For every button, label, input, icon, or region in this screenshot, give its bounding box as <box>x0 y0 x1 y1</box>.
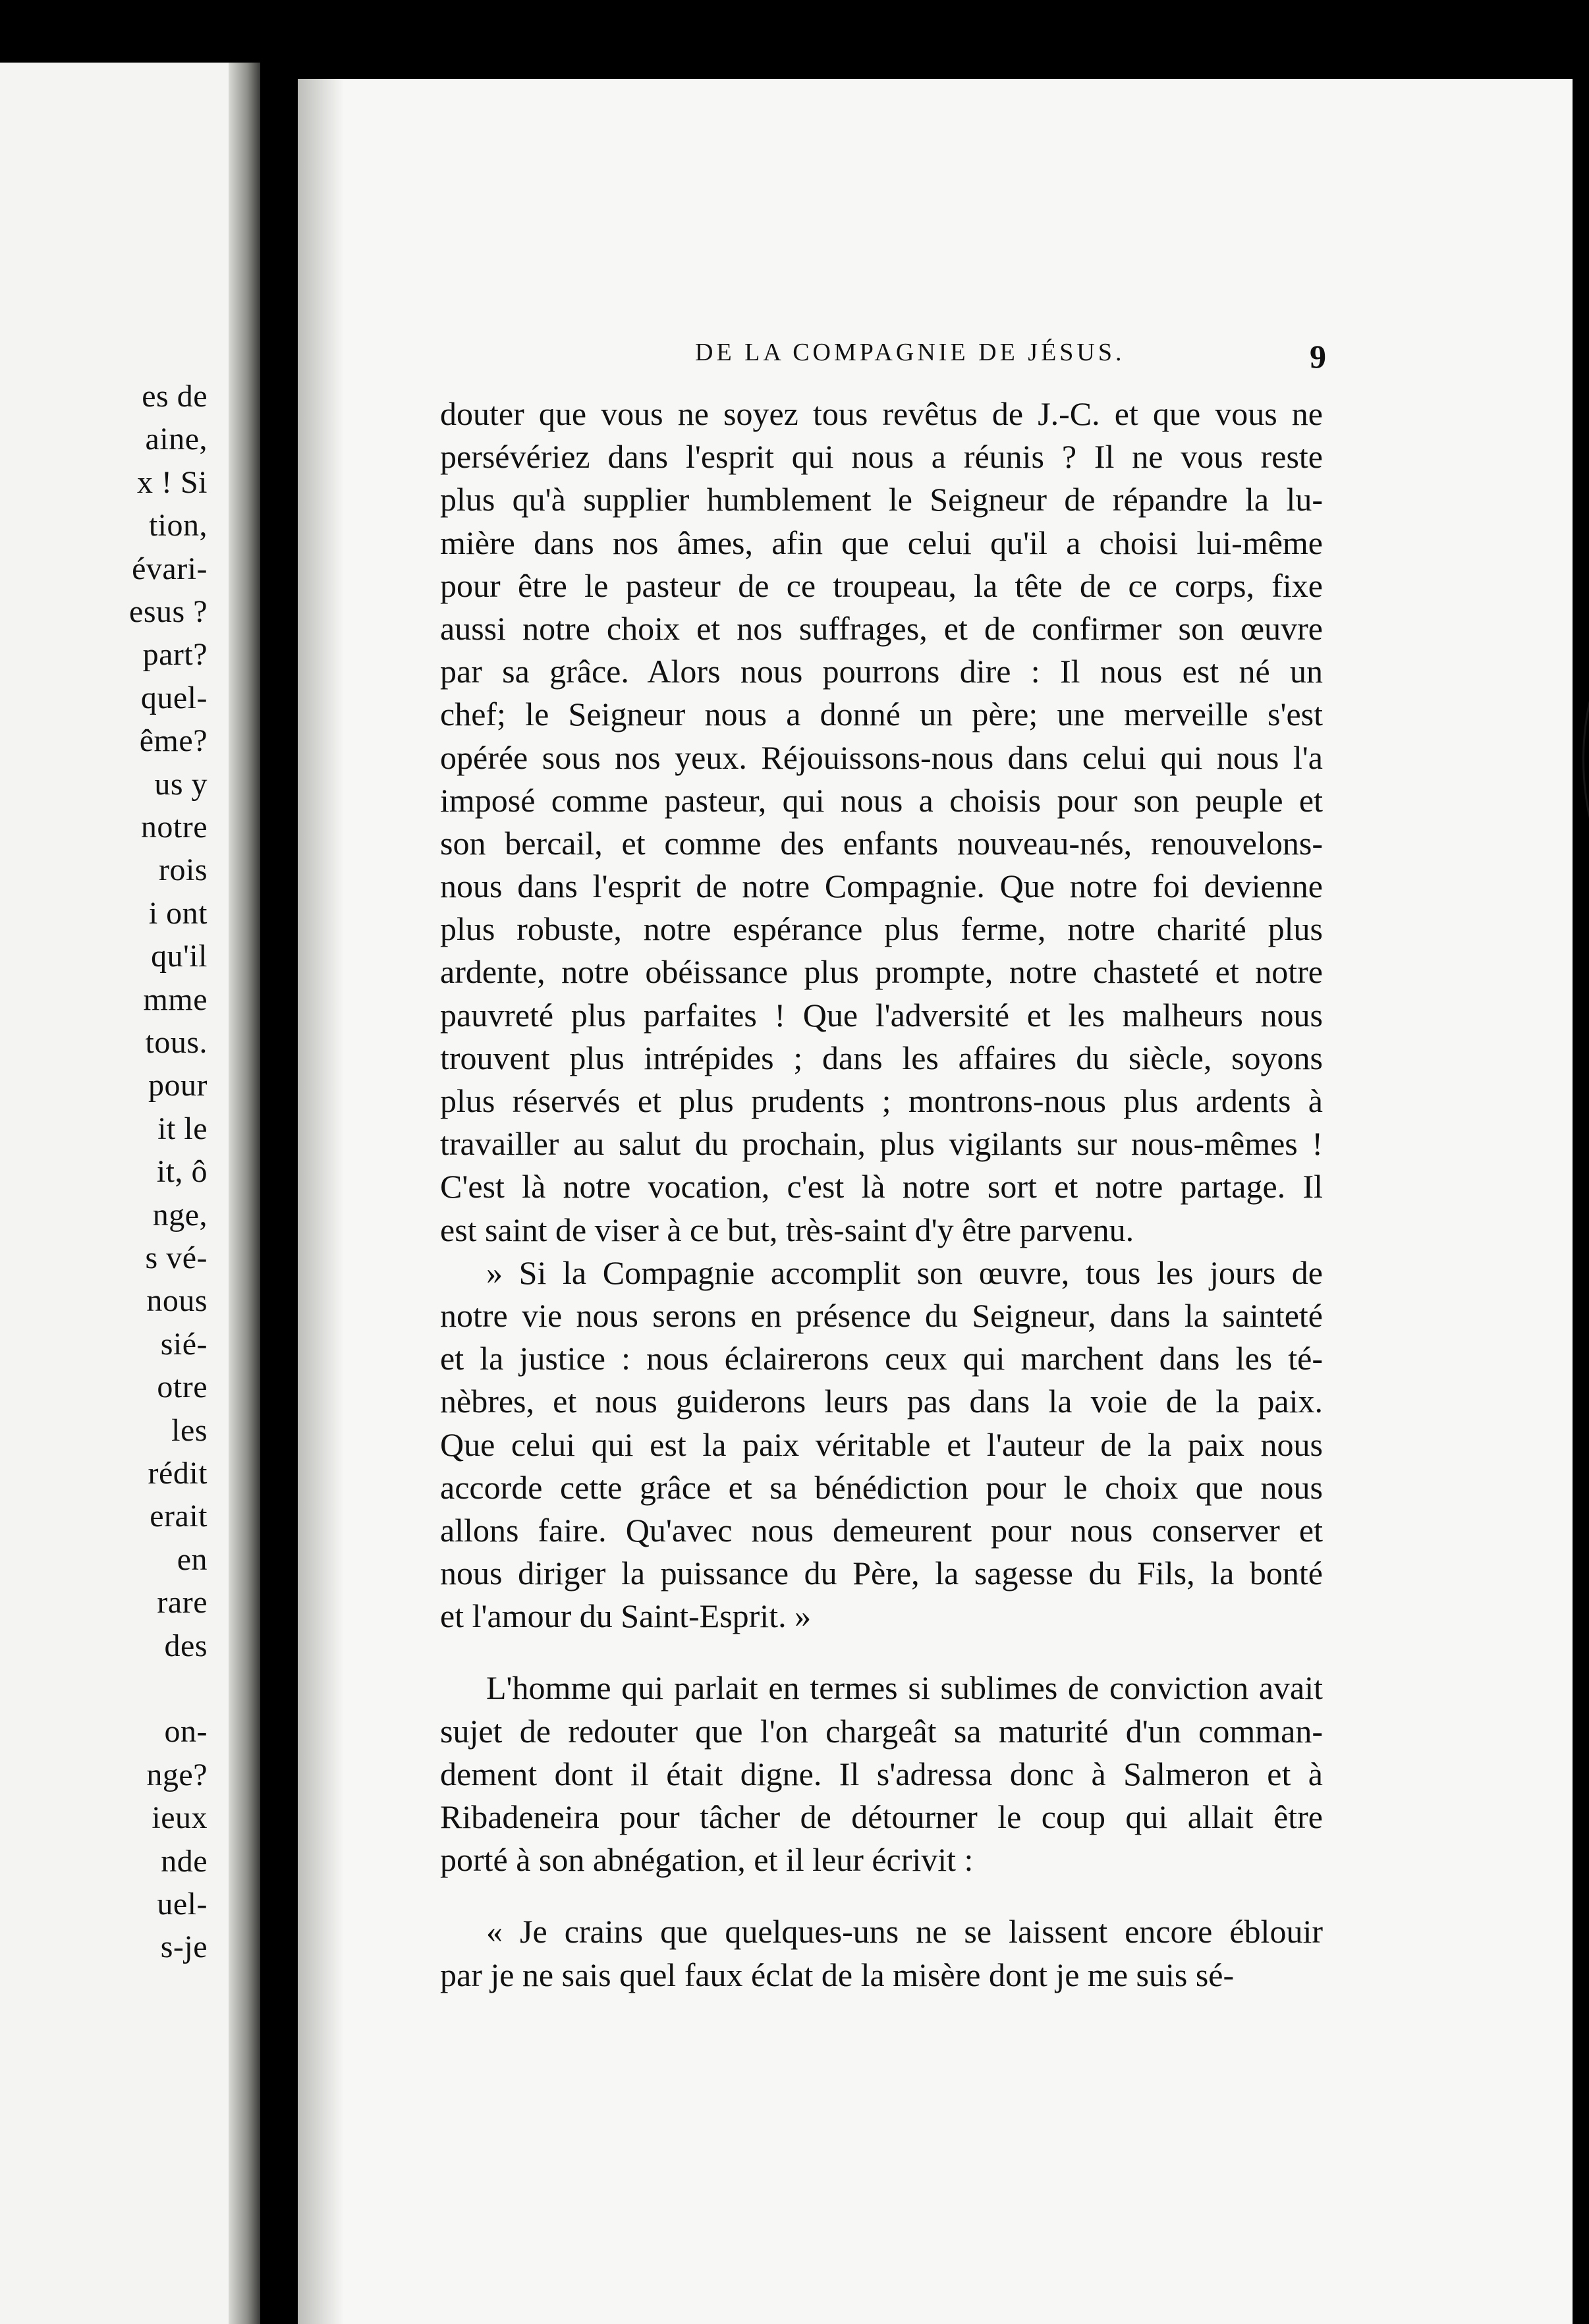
facing-page-line-fragment: s vé- <box>145 1240 208 1275</box>
text-line: par sa grâce. Alors nous pourrons dire : Il nous est né un <box>440 653 1323 690</box>
text-line: et la justice : nous éclairerons ceux qui marchent dans les té- <box>440 1340 1323 1377</box>
facing-page-line-fragment: tous. <box>145 1025 208 1060</box>
text-line: allons faire. Qu'avec nous demeurent pour nous conserver et <box>440 1511 1323 1549</box>
facing-page-line-fragment: évari- <box>132 551 208 586</box>
body-text <box>440 393 1323 1997</box>
facing-page-line-fragment: rare <box>157 1585 208 1620</box>
text-line: pauvreté plus parfaites ! Que l'adversité et les malheurs nous <box>440 996 1323 1034</box>
facing-page-line-fragment: otre <box>157 1370 208 1405</box>
page-number: 9 <box>1310 338 1326 375</box>
facing-page-line-fragment: i ont <box>148 895 208 931</box>
facing-page-line-fragment: nous <box>146 1283 208 1319</box>
text-line: Que celui qui est la paix véritable et l'auteur de la paix nous <box>440 1425 1323 1463</box>
facing-page-line-fragment: nge? <box>146 1757 208 1792</box>
text-line: son bercail, et comme des enfants nouveau-nés, renouvelons- <box>440 824 1323 862</box>
facing-page-line-fragment: des <box>164 1628 208 1663</box>
facing-page-line-fragment: nde <box>161 1843 208 1879</box>
text-line: persévériez dans l'esprit qui nous a réunis ? Il ne vous reste <box>440 438 1323 476</box>
text-line: mière dans nos âmes, afin que celui qu'il a choisi lui-même <box>440 524 1323 561</box>
facing-page-line-fragment: us y <box>154 766 208 802</box>
facing-page-line-fragment: s-je <box>160 1929 208 1965</box>
text-line: aussi notre choix et nos suffrages, et de confirmer son œuvre <box>440 609 1323 647</box>
text-line: nous diriger la puissance du Père, la sagesse du Fils, la bonté <box>440 1555 1323 1592</box>
facing-page-line-fragment: esus ? <box>129 594 208 629</box>
facing-page-line-fragment: it le <box>157 1111 208 1146</box>
facing-page-line-fragment: sié- <box>160 1326 208 1362</box>
facing-page-line-fragment: nge, <box>152 1197 208 1232</box>
facing-page-line-fragment: ieux <box>152 1800 208 1836</box>
text-line: « Je crains que quelques-uns ne se laissent encore éblouir <box>486 1913 1323 1950</box>
paragraph-gap <box>440 1638 1323 1667</box>
facing-page-line-fragment: on- <box>164 1714 208 1750</box>
text-line: et l'amour du Saint-Esprit. » <box>440 1597 812 1635</box>
text-line: L'homme qui parlait en termes si sublimes de conviction avait <box>486 1669 1323 1707</box>
text-line: douter que vous ne soyez tous revêtus de J.-C. et que vous ne <box>440 395 1323 432</box>
facing-page-line-fragment: les <box>171 1412 208 1448</box>
facing-page-line-fragment: rédit <box>148 1456 208 1491</box>
facing-page-line-fragment: notre <box>140 810 208 844</box>
text-line: nèbres, et nous guiderons leurs pas dans la voie de la paix. <box>440 1383 1323 1420</box>
text-line: plus qu'à supplier humblement le Seigneur de répandre la lu- <box>440 481 1323 518</box>
facing-page-left <box>0 63 260 2324</box>
text-line: Ribadeneira pour tâcher de détourner le coup qui allait être <box>440 1798 1323 1835</box>
text-line: trouvent plus intrépides ; dans les affaires du siècle, soyons <box>440 1039 1323 1076</box>
facing-page-line-fragment: qu'il <box>151 939 208 974</box>
facing-page-line-fragment: uel- <box>157 1887 208 1922</box>
facing-page-line-fragment: aine, <box>145 422 208 457</box>
facing-page-line-fragment: tion, <box>148 508 208 543</box>
text-line: chef; le Seigneur nous a donné un père; une merveille s'est <box>440 696 1323 733</box>
text-line: C'est là notre vocation, c'est là notre sort et notre partage. Il <box>440 1168 1323 1205</box>
facing-page-line-fragment: pour <box>148 1068 208 1103</box>
text-line: plus réservés et plus prudents ; montrons-nous plus ardents à <box>440 1082 1323 1119</box>
text-line: accorde cette grâce et sa bénédiction pour le choix que nous <box>440 1468 1323 1506</box>
facing-page-line-fragment: it, ô <box>156 1154 208 1190</box>
text-line: ardente, notre obéissance plus prompte, notre chasteté et notre <box>440 953 1323 991</box>
facing-page-line-fragment: part? <box>142 637 208 673</box>
text-line: dement dont il était digne. Il s'adressa donc à Salmeron et à <box>440 1755 1323 1792</box>
book-gutter-shadow <box>229 63 260 2324</box>
text-line: pour être le pasteur de ce troupeau, la tête de ce corps, fixe <box>440 567 1323 604</box>
text-line: sujet de redouter que l'on chargeât sa maturité d'un comman- <box>440 1712 1323 1750</box>
facing-page-line-fragment: ême? <box>139 723 208 759</box>
text-line: par je ne sais quel faux éclat de la misère dont je me suis sé- <box>440 1956 1235 1993</box>
facing-page-line-fragment: erait <box>150 1499 208 1534</box>
text-line: imposé comme pasteur, qui nous a choisis pour son peuple et <box>440 781 1323 819</box>
facing-page-line-fragment: x ! Si <box>136 464 208 500</box>
facing-page-line-fragment: mme <box>143 982 208 1017</box>
text-line: porté à son abnégation, et il leur écrivit : <box>440 1841 974 1879</box>
facing-page-line-fragment: quel- <box>140 680 208 715</box>
text-line: travailler au salut du prochain, plus vigilants sur nous-mêmes ! <box>440 1125 1323 1163</box>
text-line: plus robuste, notre espérance plus ferme, notre charité plus <box>440 910 1323 948</box>
text-line: » Si la Compagnie accomplit son œuvre, tous les jours de <box>486 1254 1323 1291</box>
text-line: est saint de viser à ce but, très-saint d'y être parvenu. <box>440 1211 1134 1248</box>
running-head: DE LA COMPAGNIE DE JÉSUS. <box>695 339 1125 366</box>
facing-page-line-fragment: rois <box>159 852 208 888</box>
facing-page-line-fragment: en <box>177 1541 208 1577</box>
facing-page-line-fragment: es de <box>142 379 208 414</box>
text-line: nous dans l'esprit de notre Compagnie. Que notre foi devienne <box>440 868 1323 905</box>
text-line: notre vie nous serons en présence du Seigneur, dans la sainteté <box>440 1296 1323 1334</box>
paragraph-gap <box>440 1881 1323 1910</box>
faint-library-stamp <box>1582 586 1589 933</box>
text-line: opérée sous nos yeux. Réjouissons-nous dans celui qui nous l'a <box>440 738 1323 776</box>
